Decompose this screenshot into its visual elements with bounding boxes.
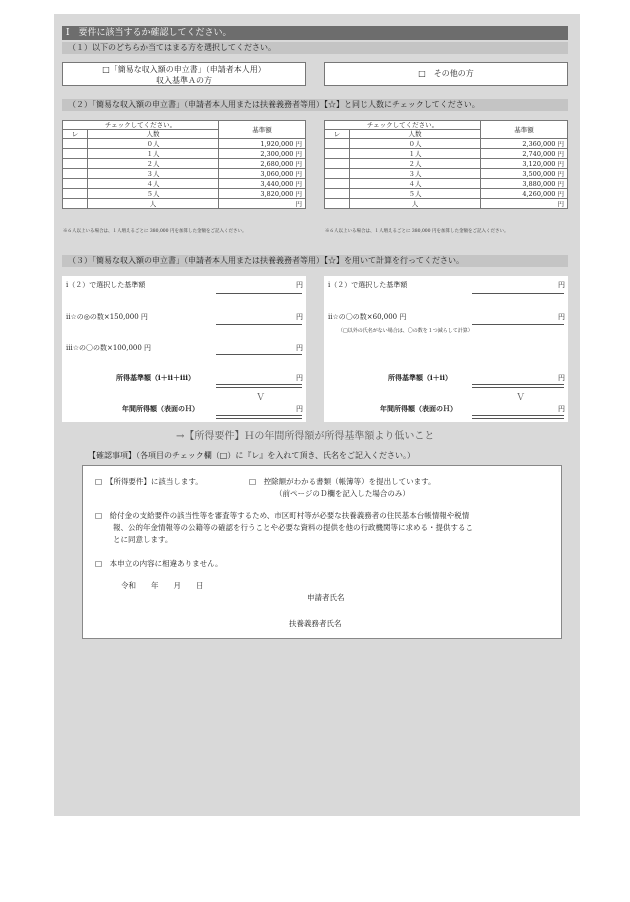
- left-calc-line2-field[interactable]: [216, 324, 302, 325]
- table-row: [63, 169, 306, 179]
- row-checkbox[interactable]: [325, 139, 350, 149]
- right-comparison-mark: Ｖ: [516, 393, 526, 403]
- left-calc-line3-field[interactable]: [216, 354, 302, 355]
- confirm-heading: 【確認事項】（各項目のチェック欄（□）に『レ』を入れて頂き、氏名をご記入ください。）: [88, 451, 415, 460]
- right-calc-line1-label: ⅰ（２）で選択した基準額: [328, 281, 408, 289]
- row-checkbox[interactable]: [325, 159, 350, 169]
- income-requirement-checkbox[interactable]: □ 【所得要件】に該当します。: [95, 477, 203, 486]
- right-annual-income-label: 年間所得額（表面のＨ）: [380, 404, 457, 413]
- left-comparison-mark: Ｖ: [256, 393, 266, 403]
- amount-cell: 円: [219, 199, 306, 209]
- row-checkbox[interactable]: [63, 139, 88, 149]
- amount-cell: 円: [481, 199, 568, 209]
- table-row: [325, 149, 568, 159]
- row-checkbox[interactable]: [63, 189, 88, 199]
- section2-band: （２）「簡易な収入額の申立書」（申請者本人用または扶養義務者等用）【☆】と同じ人数にチェックしてください。: [62, 99, 568, 111]
- amount-cell: 1,920,000 円: [219, 139, 306, 149]
- left-income-standard-label: 所得基準額（ⅰ＋ⅱ＋ⅲ）: [116, 373, 195, 382]
- table-row: [63, 159, 306, 169]
- left-standard-table: [62, 120, 306, 209]
- yen-label: 円: [296, 313, 303, 321]
- amount-cell: 3,440,000 円: [219, 179, 306, 189]
- right-calc-note: （□以外の氏名がない場合は、〇の数を１つ減らして計算）: [338, 328, 473, 334]
- row-checkbox[interactable]: [325, 189, 350, 199]
- right-standard-table: [324, 120, 568, 209]
- table-row: [63, 199, 306, 209]
- yen-label: 円: [296, 405, 303, 413]
- consent-checkbox[interactable]: □ 給付金の支給要件の該当性等を審査等するため、市区町村等が必要な扶養義務者の住民基本台帳情報や税情: [95, 511, 470, 520]
- section1-band: （１）以下のどちらか当てはまる方を選択してください。: [62, 42, 568, 54]
- left-calc-panel: [62, 276, 306, 422]
- amount-cell: 2,740,000 円: [481, 149, 568, 159]
- right-calc-panel: [324, 276, 568, 422]
- consent-text-line3: とに同意します。: [113, 535, 173, 544]
- right-income-standard-label: 所得基準額（ⅰ＋ⅱ）: [388, 373, 452, 382]
- section3-band: （３）「簡易な収入額の申立書」（申請者本人用または扶養義務者等用）【☆】を用いて計算を行ってください。: [62, 255, 568, 267]
- amount-cell: 3,820,000 円: [219, 189, 306, 199]
- right-calc-line2-field[interactable]: [472, 324, 564, 325]
- table-row: [63, 149, 306, 159]
- amount-cell: 2,680,000 円: [219, 159, 306, 169]
- left-annual-income-label: 年間所得額（表面のＨ）: [122, 404, 199, 413]
- option-a-line2: 収入基準Ａの方: [156, 76, 212, 85]
- row-checkbox[interactable]: [63, 179, 88, 189]
- yen-label: 円: [558, 374, 565, 382]
- amount-cell: 3,880,000 円: [481, 179, 568, 189]
- right-annual-income-field[interactable]: [472, 415, 564, 419]
- people-cell: ２人: [88, 159, 219, 169]
- confirmation-box: [82, 465, 562, 639]
- row-checkbox[interactable]: [325, 169, 350, 179]
- table-row: [63, 139, 306, 149]
- amount-header: 基準額: [219, 121, 306, 139]
- people-cell: ０人: [88, 139, 219, 149]
- right-income-standard-field[interactable]: [472, 384, 564, 388]
- right-table-note: ※６人以上いる場合は、１人増えるごとに 380,000 円を加算した金額をご記入ください。: [325, 229, 509, 234]
- yen-label: 円: [296, 374, 303, 382]
- people-cell: ２人: [350, 159, 481, 169]
- deduction-document-checkbox[interactable]: □ 控除額がわかる書類（帳簿等）を提出しています。: [249, 477, 436, 486]
- row-checkbox[interactable]: [63, 199, 88, 209]
- declaration-checkbox[interactable]: □ 本申立の内容に相違ありません。: [95, 559, 223, 568]
- people-cell: １人: [350, 149, 481, 159]
- check-header: チェックしてください。: [325, 121, 481, 130]
- people-col-header: 人数: [88, 130, 219, 139]
- people-cell: 人: [350, 199, 481, 209]
- left-table-note: ※６人以上いる場合は、１人増えるごとに 380,000 円を加算した金額をご記入ください。: [63, 229, 247, 234]
- right-calc-line2-label: ⅱ☆の〇の数×60,000 円: [328, 313, 407, 321]
- check-header: チェックしてください。: [63, 121, 219, 130]
- people-cell: ４人: [350, 179, 481, 189]
- left-calc-line2-label: ⅱ☆の◎の数×150,000 円: [66, 313, 148, 321]
- amount-cell: 4,260,000 円: [481, 189, 568, 199]
- date-field[interactable]: 令和 年 月 日: [121, 581, 204, 590]
- consent-text-line2: 報、公的年金情報等の公籍等の確認を行うことや必要な資料の提供を他の行政機関等に求める・提供するこ: [113, 523, 473, 532]
- yen-label: 円: [558, 313, 565, 321]
- left-calc-line1-field[interactable]: [216, 293, 302, 294]
- row-checkbox[interactable]: [325, 179, 350, 189]
- check-col-header: レ: [63, 130, 88, 139]
- people-cell: 人: [88, 199, 219, 209]
- table-row: [325, 179, 568, 189]
- row-checkbox[interactable]: [63, 169, 88, 179]
- yen-label: 円: [558, 405, 565, 413]
- amount-cell: 3,060,000 円: [219, 169, 306, 179]
- people-col-header: 人数: [350, 130, 481, 139]
- supporter-name-label: 扶養義務者氏名: [289, 619, 342, 628]
- yen-label: 円: [558, 281, 565, 289]
- option-b-checkbox[interactable]: □ その他の方: [324, 62, 568, 86]
- row-checkbox[interactable]: [63, 149, 88, 159]
- people-cell: ５人: [88, 189, 219, 199]
- left-income-standard-field[interactable]: [216, 384, 302, 388]
- row-checkbox[interactable]: [325, 149, 350, 159]
- yen-label: 円: [296, 344, 303, 352]
- table-row: [63, 189, 306, 199]
- table-row: [63, 179, 306, 189]
- applicant-name-label: 申請者氏名: [307, 593, 345, 602]
- people-cell: ３人: [350, 169, 481, 179]
- yen-label: 円: [296, 281, 303, 289]
- amount-cell: 2,300,000 円: [219, 149, 306, 159]
- amount-cell: 2,360,000 円: [481, 139, 568, 149]
- table-row: [325, 189, 568, 199]
- left-calc-line1-label: ⅰ（２）で選択した基準額: [66, 281, 146, 289]
- people-cell: ４人: [88, 179, 219, 189]
- option-a-line1: □「簡易な収入額の申立書」（申請者本人用）: [102, 65, 266, 74]
- table-row: [325, 139, 568, 149]
- amount-cell: 3,120,000 円: [481, 159, 568, 169]
- people-cell: １人: [88, 149, 219, 159]
- table-row: [325, 199, 568, 209]
- amount-cell: 3,500,000 円: [481, 169, 568, 179]
- left-annual-income-field[interactable]: [216, 415, 302, 419]
- amount-header: 基準額: [481, 121, 568, 139]
- table-row: [325, 159, 568, 169]
- people-cell: ５人: [350, 189, 481, 199]
- check-col-header: レ: [325, 130, 350, 139]
- right-calc-line1-field[interactable]: [472, 293, 564, 294]
- people-cell: ３人: [88, 169, 219, 179]
- income-requirement-note: →【所得要件】Ｈの年間所得額が所得基準額より低いこと: [176, 431, 435, 442]
- table-row: [325, 169, 568, 179]
- row-checkbox[interactable]: [325, 199, 350, 209]
- people-cell: ０人: [350, 139, 481, 149]
- section-header: Ⅰ 要件に該当するか確認してください。: [62, 26, 568, 40]
- deduction-document-condition: （前ページのＤ欄を記入した場合のみ）: [275, 489, 410, 498]
- left-calc-line3-label: ⅲ☆の〇の数×100,000 円: [66, 344, 152, 352]
- row-checkbox[interactable]: [63, 159, 88, 169]
- option-a-checkbox[interactable]: [62, 62, 306, 86]
